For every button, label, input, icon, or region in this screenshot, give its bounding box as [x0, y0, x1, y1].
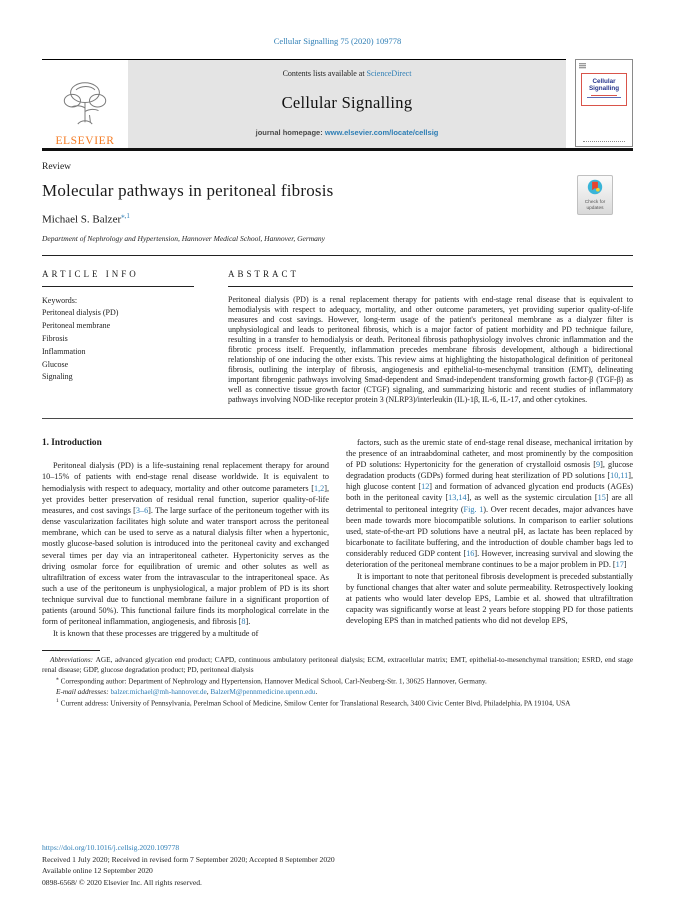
cover-decor-bar-red	[591, 95, 616, 96]
inline-ref-link[interactable]: BalzerM@pennmedicine.upenn.edu	[210, 686, 316, 696]
keywords-list	[42, 287, 194, 385]
inline-ref-link[interactable]: ScienceDirect	[366, 69, 412, 78]
corresponding-author-note: ⁎ Corresponding author: Department of Nephrology and Hypertension, Hannover Medical School, Carl-Neuberg-Str. 1, 30625 Hannover, Germany.	[56, 675, 487, 686]
crossmark-icon	[587, 179, 603, 195]
elsevier-wordmark: ELSEVIER	[55, 135, 115, 147]
doi-link[interactable]: https://doi.org/10.1016/j.cellsig.2020.109778	[42, 843, 180, 853]
info-abstract-section	[42, 269, 633, 405]
journal-cover-thumbnail	[575, 59, 633, 147]
keywords-label: Keywords:	[42, 295, 78, 305]
article-footer	[42, 842, 633, 888]
author-footnote-marks[interactable]: ⁎,1	[121, 212, 130, 220]
keyword-item: Fibrosis	[42, 334, 68, 344]
elsevier-tree-icon	[58, 79, 112, 135]
masthead-main	[42, 59, 566, 148]
inline-ref-link[interactable]: 8	[241, 617, 246, 627]
journal-title: Cellular Signalling	[281, 93, 413, 112]
abstract-heading: ABSTRACT	[228, 269, 633, 287]
abstract-bottom-rule	[42, 418, 633, 419]
available-online: Available online 12 September 2020	[42, 866, 153, 876]
article-header	[42, 151, 633, 243]
article-type-label: Review	[42, 162, 72, 172]
abbreviations-note: Abbreviations: AGE, advanced glycation end product; CAPD, continuous ambulatory peritoneal dialysis; ECM, extracellular matrix; EMT, epithelial-to-mesenchymal transition; ESRD, end stage renal disease; GDP, glucose degradation product; PD, peritoneal dialysis	[42, 654, 633, 675]
keyword-item: Glucose	[42, 359, 69, 369]
journal-homepage-line: journal homepage: www.elsevier.com/locate/cellsig	[255, 128, 439, 137]
article-info-heading: ARTICLE INFO	[42, 269, 194, 287]
issn-copyright: 0898-6568/ © 2020 Elsevier Inc. All rights reserved.	[42, 877, 202, 887]
inline-ref-link[interactable]: Fig. 1	[463, 504, 484, 514]
cover-decor-dashes	[583, 141, 625, 142]
header-divider-rule	[42, 255, 633, 256]
body-paragraph: It is known that these processes are triggered by a multitude of	[53, 628, 259, 638]
body-paragraph: Peritoneal dialysis (PD) is a life-sustaining renal replacement therapy for around 10–15% of patients with end-stage renal disease worldwide. It is equivalent to hemodialysis with respect to adequacy, mortality and other outcome parameters [1,2], yet provides better preservation of residual renal function, superior quality-of-life measures, and cost savings [3–6]. The large surface of the peritoneum together with its dense vascularization facilitates high solute and water transport across the peritoneal membrane, which can be used to serve as a natural dialysis filter when a hypertonic, mostly glucose-based solution is introduced into the peritoneal cavity and exchanged several times per day via an intraperitoneal catheter. Hypertonicity serves as the driving osmolar force for equilibration of uremic and other solutes as well as ultrafiltration of excess water from the intravascular to the intraperitoneal space. As such a use of the peritoneum is unphysiological, a major problem of PD is its short technique survival due to functional membrane failure in a significant proportion of patients (around 50%). This functional failure finds its morphological correlate in the form of peritoneal inflammation, angiogenesis, and fibrosis [8].	[42, 461, 330, 627]
abstract-text: Peritoneal dialysis (PD) is a renal replacement therapy for patients with end-stage renal disease that is equivalent to hemodialysis with respect to adequacy, mortality, and other outcome parameters, yet providing superior quality-of-life measures and cost savings. However, long-term usage of the patient's peritoneal membrane as a dialyzer filter is unphysiological and leads to peritoneal fibrosis, which is a major factor of patient morbidity and PD technique failure, resulting in a transfer to hemodialysis or death. Peritoneal fibrosis pathophysiology involves chronic inflammation and the fibrotic process itself. Frequently, inflammation precedes membrane fibrosis development, although a bidirectional relationship of one inducing the other exists. This review aims at highlighting the histopathological definition of peritoneal fibrosis, outlining the interplay of fibrosis, angiogenesis and epithelial-to-mesenchymal transition (EMT), delineating important fibrogenic pathways involving Smad-dependent and Smad-independent transforming growth factor-β (TGF-β) as well as connective tissue growth factor (CTGF) signaling, and summarizing historic and recent studies of inflammatory pathways involving NOD-like receptor protein 3 (NLRP3)/interleukin (IL)-1β, IL-6, IL-17, and other cytokines.	[228, 294, 633, 404]
footnote-rule	[42, 650, 100, 651]
elsevier-logo	[42, 60, 128, 148]
author-affiliation: Department of Nephrology and Hypertension, Hannover Medical School, Hannover, Germany	[42, 233, 326, 243]
inline-ref-link[interactable]: www.elsevier.com/locate/cellsig	[324, 128, 439, 137]
article-title: Molecular pathways in peritoneal fibrosis	[42, 181, 334, 200]
body-paragraph: It is important to note that peritoneal fibrosis development is preceded substantially by functional changes that alter water and solute permeability. Retrospectively looking at patients who would later develop EPS, Lambie et al. showed that ultrafiltration capacity was significantly worse at least 2 years before stopping PD for those patients developing EPS than in matched patients who did not develop EPS,	[346, 571, 633, 626]
body-column-right	[346, 437, 633, 639]
inline-ref-link[interactable]: 12	[421, 482, 430, 492]
inline-ref-link[interactable]: 16	[466, 549, 475, 559]
section-heading-introduction: 1. Introduction	[42, 437, 102, 448]
email-addresses-note: E-mail addresses: balzer.michael@mh-hannover.de, BalzerM@pennmedicine.upenn.edu.	[56, 686, 318, 696]
cover-decor-bar-blue	[587, 97, 621, 98]
contents-list-line: Contents lists available at ScienceDirect	[282, 69, 412, 78]
inline-ref-link[interactable]: 10,11	[610, 471, 629, 481]
body-paragraph: factors, such as the uremic state of end-stage renal disease, mechanical irritation by the presence of an intraabdominal catheter, and most prominently by the composition of PD solutions: Hypertonicity for the generation of crystalloid osmosis [9], glucose degradation products (GDPs) formed during heat sterilization of PD solutions [10,11], high glucose content [12] and formation of advanced glycation end products (AGEs) both in the peritoneal cavity [13,14], as well as the systemic circulation [15] are all detrimental to peritoneal integrity (Fig. 1). Over recent decades, major advances have been made towards more biocompatible solutions. In comparison to earlier solutions used, state-of-the-art PD solutions have a neutral pH, as lactate has been replaced by bicarbonate to facilitate buffering, and the introduction of double chamber bags led to considerably reduced GDP content [16]. However, increasing survival and slowing the deterioration of the peritoneal membrane continues to be a major problem in PD. [17]	[346, 437, 633, 570]
check-for-updates-label: Check for updates	[584, 200, 606, 211]
journal-masthead	[42, 59, 633, 148]
inline-ref-link[interactable]: 15	[597, 493, 606, 503]
cover-title-box	[581, 73, 627, 106]
current-address-note: $^1$ Current address: University of Pennsylvania, Perelman School of Medicine, Smilow Center for Translational Research, 3400 Civic Center Blvd, Philadelphia, PA 19104, USA	[56, 697, 571, 707]
inline-ref-link[interactable]: 3–6	[135, 505, 149, 515]
inline-ref-link[interactable]: 9	[596, 459, 601, 469]
keyword-item: Signaling	[42, 372, 73, 382]
article-info-column	[42, 269, 194, 405]
received-dates: Received 1 July 2020; Received in revised form 7 September 2020; Accepted 8 September 2020	[42, 854, 335, 864]
inline-ref-link[interactable]: balzer.michael@mh-hannover.de	[110, 686, 207, 696]
inline-ref-link[interactable]: 1,2	[313, 483, 325, 493]
inline-ref-link[interactable]: 17	[615, 560, 624, 570]
author-name: Michael S. Balzer	[42, 213, 122, 226]
current-address-mark: 1	[56, 697, 59, 704]
cover-journal-title: Cellular Signalling	[588, 78, 620, 93]
author-line	[42, 201, 633, 226]
inline-ref-link[interactable]: 13,14	[448, 493, 467, 503]
cover-corner-icon	[579, 63, 586, 69]
corresponding-mark: ⁎	[56, 675, 59, 682]
running-head-citation: Cellular Signalling 75 (2020) 109778	[273, 36, 402, 46]
keyword-item: Peritoneal dialysis (PD)	[42, 308, 119, 318]
keyword-item: Inflammation	[42, 346, 86, 356]
masthead-band	[128, 60, 566, 148]
check-for-updates-badge[interactable]	[577, 175, 613, 215]
keyword-item: Peritoneal membrane	[42, 321, 111, 331]
article-body	[42, 437, 633, 639]
footnote-block	[42, 650, 633, 709]
abstract-column	[228, 269, 633, 405]
body-column-left	[42, 437, 329, 639]
